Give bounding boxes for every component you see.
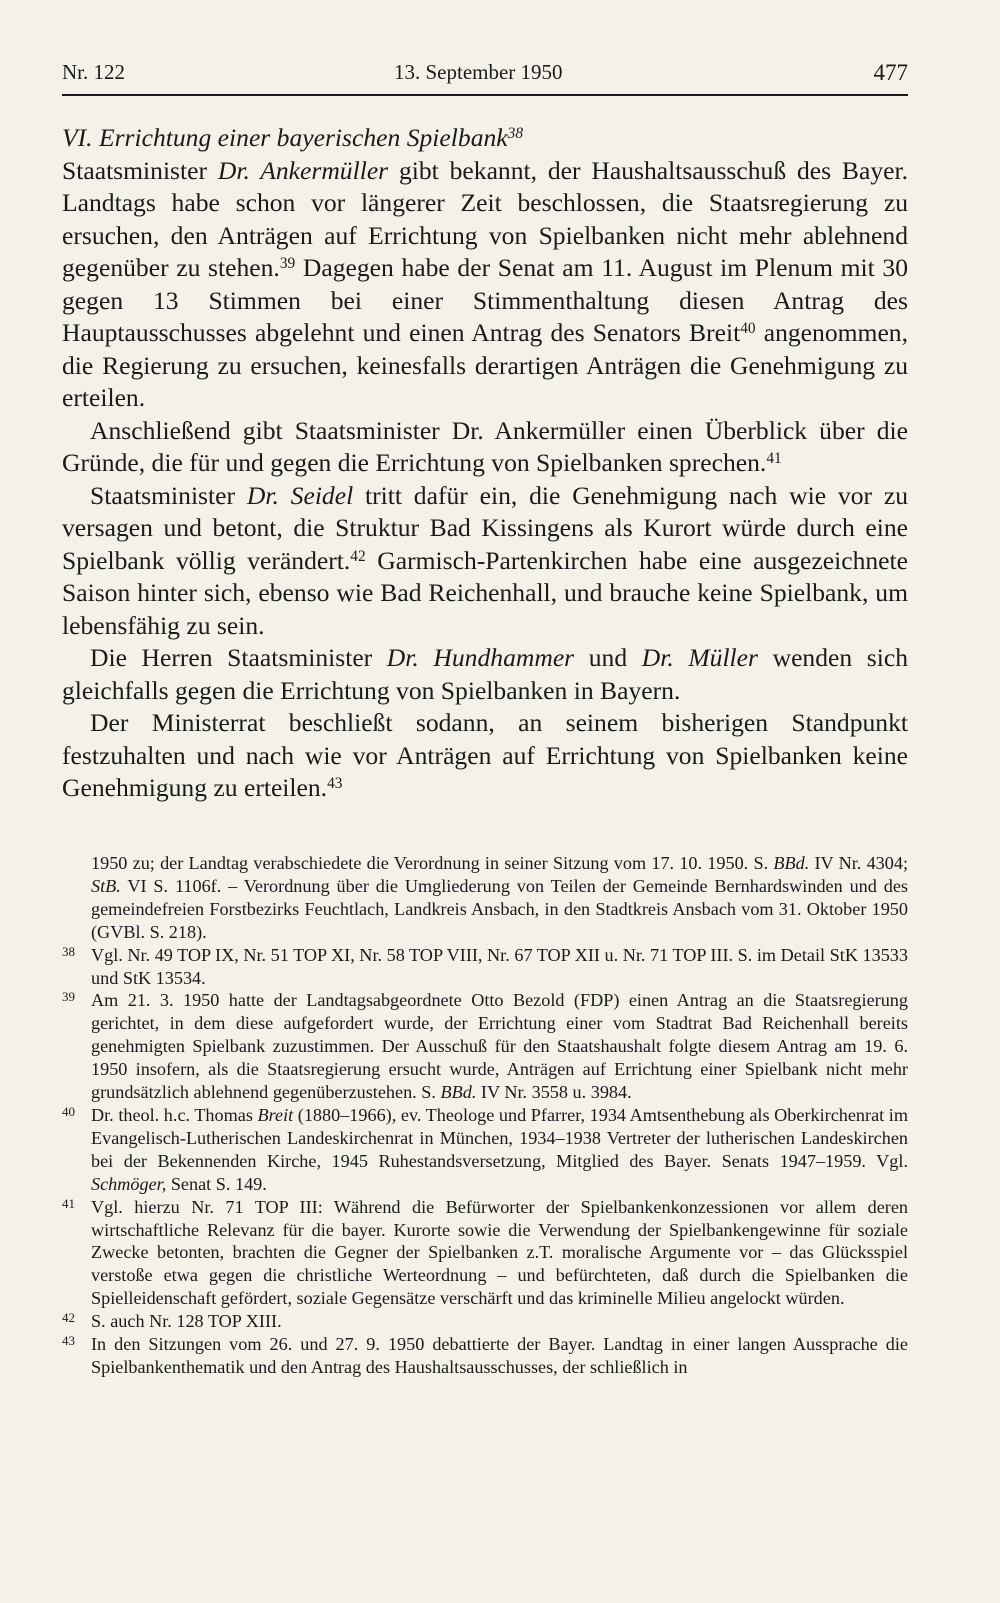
text-run: angenommen, die Regierung zu ersuchen, keinesfalls derartigen Anträgen die Genehmigung zu erteilen. xyxy=(62,318,908,412)
text-run: Staatsminister xyxy=(62,155,218,185)
text-run: und xyxy=(574,643,642,672)
footnote-ref[interactable]: 38 xyxy=(507,125,524,143)
footnote-number: 40 xyxy=(62,1103,75,1119)
text-run: Die Herren Staatsminister xyxy=(90,643,387,672)
person-name: Dr. Hundhammer xyxy=(386,643,575,672)
paragraph xyxy=(62,642,908,707)
footnote-text: IV Nr. 3558 u. 3984. xyxy=(476,1082,632,1103)
footnote-ref[interactable]: 39 xyxy=(279,255,296,273)
footnote-text: (1880–1966), ev. Theologe und Pfarrer, 1934 Amtsenthebung als Oberkirchenrat im Evangelisch-Lutherischen Landeskirchenrat in München, 1934–1938 Vertreter der lutherischen Landeskirchen bei der Bekennenden Kirche, 1945 Ruhestandsversetzung, Mitglied des Bayer. Senats 1947–1959. Vgl. xyxy=(91,1104,908,1171)
text-run: Dagegen habe der Senat am 11. August im Plenum mit 30 gegen 13 Stimmen bei einer Stimmenthaltung diesen Antrag des Hauptausschusses abgelehnt und einen Antrag des Senators Breit xyxy=(62,253,908,347)
footnote-text: In den Sitzungen vom 26. und 27. 9. 1950 debattierte der Bayer. Landtag in einer langen Aussprache die Spielbankenthematik und den Antrag des Haushaltsausschusses, der schließlich in xyxy=(91,1334,908,1377)
footnote-ref[interactable]: 40 xyxy=(740,320,756,338)
page-number: 477 xyxy=(873,60,908,85)
section-title xyxy=(62,122,908,155)
footnote xyxy=(62,1196,908,1311)
person-name: Dr. Müller xyxy=(641,643,758,672)
citation-abbrev: StB. xyxy=(91,875,121,896)
main-text xyxy=(62,122,908,805)
running-header xyxy=(62,58,908,96)
text-run: Staatsminister xyxy=(90,480,247,510)
footnote xyxy=(62,1310,908,1333)
footnote-number: 41 xyxy=(62,1195,75,1211)
text-run: Anschließend gibt Staatsminister Dr. Ankermüller einen Überblick über die Gründe, die für und gegen die Errichtung von Spielbanken sprechen. xyxy=(62,415,908,477)
footnote-ref[interactable]: 42 xyxy=(350,547,366,565)
citation-author: Schmöger, xyxy=(91,1173,167,1194)
text-run: Der Ministerrat beschließt sodann, an seinem bisherigen Standpunkt festzuhalten und nach wie vor Anträgen auf Errichtung von Spielbanken keine Genehmigung zu erteilen. xyxy=(62,708,908,802)
footnote xyxy=(62,944,908,990)
footnote-text: S. auch Nr. 128 TOP XIII. xyxy=(91,1311,282,1332)
text-run: Garmisch-Partenkirchen habe eine ausgezeichnete Saison hinter sich, ebenso wie Bad Reichenhall, und brauche keine Spielbank, um lebensfähig zu sein. xyxy=(62,545,908,640)
footnote xyxy=(62,1333,908,1379)
text-run: tritt dafür ein, die Genehmigung nach wie vor zu versagen und betont, die Struktur Bad Kissingens als Kurort würde durch eine Spielbank völlig verändert. xyxy=(62,480,909,575)
footnotes xyxy=(62,852,908,1379)
section-title-text: VI. Errichtung einer bayerischen Spielbank xyxy=(62,123,508,152)
footnote-text: Vgl. hierzu Nr. 71 TOP III: Während die Befürworter der Spielbankenkonzessionen vor allem deren wirtschaftliche Relevanz für die bayer. Kurorte sowie die Verwendung der Spielbankengewinne für soziale Zwecke betonten, brachten die Gegner der Spielbanken z.T. moralische Argumente vor – das Glücksspiel verstoße etwa gegen die christliche Werteordnung – und befürchteten, daß durch die Spielbanken die Spielleidenschaft gefördert, soziale Gegensätze verschärft und das kriminelle Milieu angelockt würden. xyxy=(91,1196,908,1309)
document-number: Nr. 122 xyxy=(62,60,125,84)
paragraph xyxy=(62,155,908,415)
footnote-number: 42 xyxy=(62,1310,75,1326)
footnote xyxy=(62,989,908,1104)
footnote-continuation xyxy=(62,852,908,944)
session-date: 13. September 1950 xyxy=(394,60,563,84)
person-name: Dr. Ankermüller xyxy=(217,155,389,185)
person-name: Dr. Seidel xyxy=(246,480,354,510)
paragraph xyxy=(62,707,908,805)
footnote-number: 43 xyxy=(62,1333,75,1349)
footnote-text: Vgl. Nr. 49 TOP IX, Nr. 51 TOP XI, Nr. 58 TOP VIII, Nr. 67 TOP XII u. Nr. 71 TOP III. S. im Detail StK 13533 und StK 13534. xyxy=(91,944,908,988)
person-name: Breit xyxy=(257,1104,294,1125)
paragraph xyxy=(62,480,908,643)
footnote-ref[interactable]: 41 xyxy=(766,450,782,468)
text-run: gibt bekannt, der Haushaltsausschuß des Bayer. Landtags habe schon vor längerer Zeit beschlossen, die Staatsregierung zu ersuchen, den Anträgen auf Errichtung von Spielbanken nicht mehr ablehnend gegenüber zu stehen. xyxy=(62,155,909,282)
text-run: VI S. 1106f. – Verordnung über die Umgliederung von Teilen der Gemeinde Bernhardswinden und des gemeindefreien Forstbezirks Feuchtlach, Landkreis Ansbach, in den Stadtkreis Ansbach vom 31. Oktober 1950 (GVBl. S. 218). xyxy=(91,875,908,942)
footnote-text: Dr. theol. h.c. Thomas xyxy=(91,1104,258,1125)
text-run: 1950 zu; der Landtag verabschiedete die Verordnung in seiner Sitzung vom 17. 10. 1950. S. xyxy=(91,853,774,873)
footnote-text: Am 21. 3. 1950 hatte der Landtagsabgeordnete Otto Bezold (FDP) einen Antrag an die Staatsregierung gerichtet, in dem diese aufgefordert wurde, der Errichtung einer vom Stadtrat Bad Reichenhall bereits genehmigten Spielbank zuzustimmen. Der Ausschuß für den Staatshaushalt folgte diesem Antrag am 19. 6. 1950 insofern, als die Staatsregierung ersucht wurde, Anträgen auf Errichtung einer Spielbank nicht mehr grundsätzlich ablehnend gegenüberzustehen. S. xyxy=(91,990,908,1103)
footnote-number: 38 xyxy=(62,943,75,959)
citation-abbrev: BBd. xyxy=(773,853,810,873)
footnote-ref[interactable]: 43 xyxy=(327,775,343,793)
citation-abbrev: BBd. xyxy=(440,1082,477,1103)
footnote-number: 39 xyxy=(62,989,75,1005)
text-run: wenden sich gleichfalls gegen die Errichtung von Spielbanken in Bayern. xyxy=(62,643,909,705)
footnote xyxy=(62,1104,908,1196)
footnote-text: Senat S. 149. xyxy=(166,1173,267,1194)
paragraph xyxy=(62,415,908,480)
text-run: IV Nr. 4304; xyxy=(809,853,908,873)
